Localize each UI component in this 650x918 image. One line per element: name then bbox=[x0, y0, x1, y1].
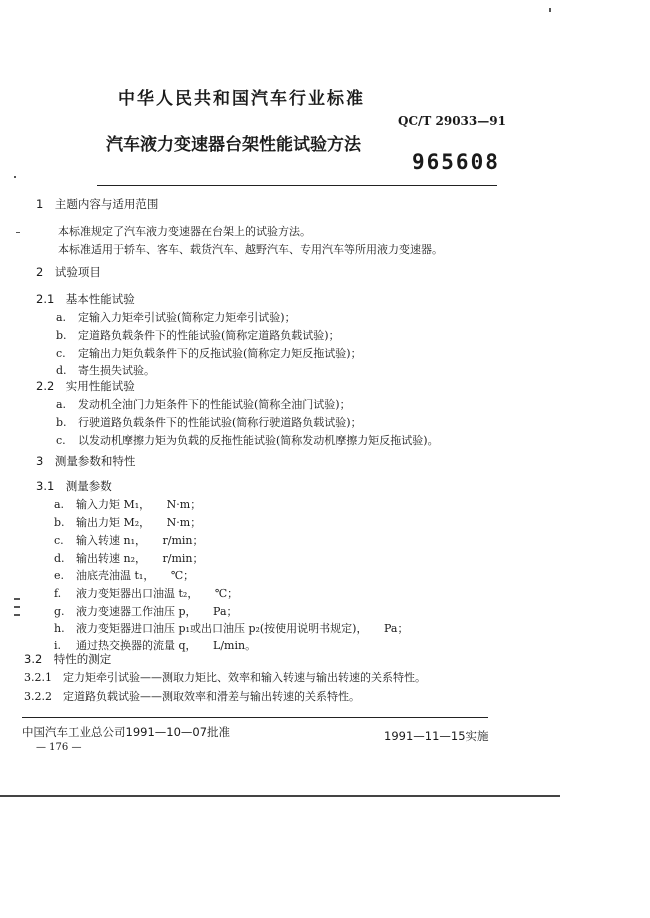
subsection-2-1-heading: 2.1 基本性能试验 bbox=[36, 292, 135, 306]
section-3-heading: 3 测量参数和特性 bbox=[36, 454, 136, 468]
scan-mark bbox=[14, 176, 16, 178]
scan-mark bbox=[14, 614, 20, 616]
list-item: b. 行驶道路负载条件下的性能试验(简称行驶道路负载试验)； bbox=[56, 416, 362, 429]
subsection-3-2-heading: 3.2 特性的测定 bbox=[24, 652, 112, 666]
section-2-heading: 2 试验项目 bbox=[36, 265, 101, 279]
document-title: 汽车液力变速器台架性能试验方法 bbox=[106, 135, 361, 155]
clause-3-2-1: 3.2.1 定力矩牵引试验——测取力矩比、效率和输入转速与输出转速的关系特性。 bbox=[24, 671, 426, 684]
list-item: c. 以发动机摩擦力矩为负载的反拖性能试验(简称发动机摩擦力矩反拖试验)。 bbox=[56, 434, 439, 447]
subsection-2-2-heading: 2.2 实用性能试验 bbox=[36, 379, 135, 393]
list-item: d. 寄生损失试验。 bbox=[56, 364, 155, 377]
page-number: — 176 — bbox=[36, 742, 82, 753]
list-item: c. 输入转速 n₁， r/min； bbox=[54, 534, 204, 547]
list-item: a. 定输入力矩牵引试验(简称定力矩牵引试验)； bbox=[56, 311, 296, 324]
implementation-date: 1991—11—15实施 bbox=[384, 729, 489, 743]
list-item: b. 输出力矩 M₂， N·m； bbox=[54, 516, 202, 529]
scan-mark bbox=[549, 8, 551, 12]
standard-number: QC/T 29033—91 bbox=[398, 114, 506, 128]
list-item: b. 定道路负载条件下的性能试验(简称定道路负载试验)； bbox=[56, 329, 340, 342]
header-rule bbox=[97, 185, 497, 186]
list-item: i. 通过热交换器的流量 q， L/min。 bbox=[54, 639, 257, 652]
section-1-paragraph: 本标准适用于轿车、客车、载货汽车、越野汽车、专用汽车等所用液力变速器。 bbox=[58, 243, 443, 256]
footer-rule bbox=[22, 717, 488, 718]
list-item: f. 液力变矩器出口油温 t₂， ℃； bbox=[54, 587, 239, 600]
scan-mark bbox=[14, 598, 20, 600]
section-1-heading: 1 主题内容与适用范围 bbox=[36, 197, 159, 211]
subsection-3-1-heading: 3.1 测量参数 bbox=[36, 479, 112, 493]
clause-3-2-2: 3.2.2 定道路负载试验——测取效率和滑差与输出转速的关系特性。 bbox=[24, 690, 360, 703]
list-item: c. 定输出力矩负载条件下的反拖试验(简称定力矩反拖试验)； bbox=[56, 347, 362, 360]
scan-mark bbox=[14, 606, 20, 608]
list-item: h. 液力变矩器进口油压 p₁或出口油压 p₂(按使用说明书规定)， Pa； bbox=[54, 622, 409, 635]
list-item: a. 发动机全油门力矩条件下的性能试验(简称全油门试验)； bbox=[56, 398, 351, 411]
standard-organization: 中华人民共和国汽车行业标准 bbox=[118, 89, 365, 109]
document-code: 965608 bbox=[412, 150, 500, 174]
page-edge-rule bbox=[0, 795, 560, 797]
section-1-paragraph: 本标准规定了汽车液力变速器在台架上的试验方法。 bbox=[58, 225, 311, 238]
list-item: e. 油底壳油温 t₁， ℃； bbox=[54, 569, 195, 582]
list-item: d. 输出转速 n₂， r/min； bbox=[54, 552, 204, 565]
scan-mark bbox=[16, 232, 20, 233]
list-item: g. 液力变速器工作油压 p， Pa； bbox=[54, 605, 238, 618]
approval-note: 中国汽车工业总公司1991—10—07批准 bbox=[22, 725, 231, 739]
list-item: a. 输入力矩 M₁， N·m； bbox=[54, 498, 202, 511]
